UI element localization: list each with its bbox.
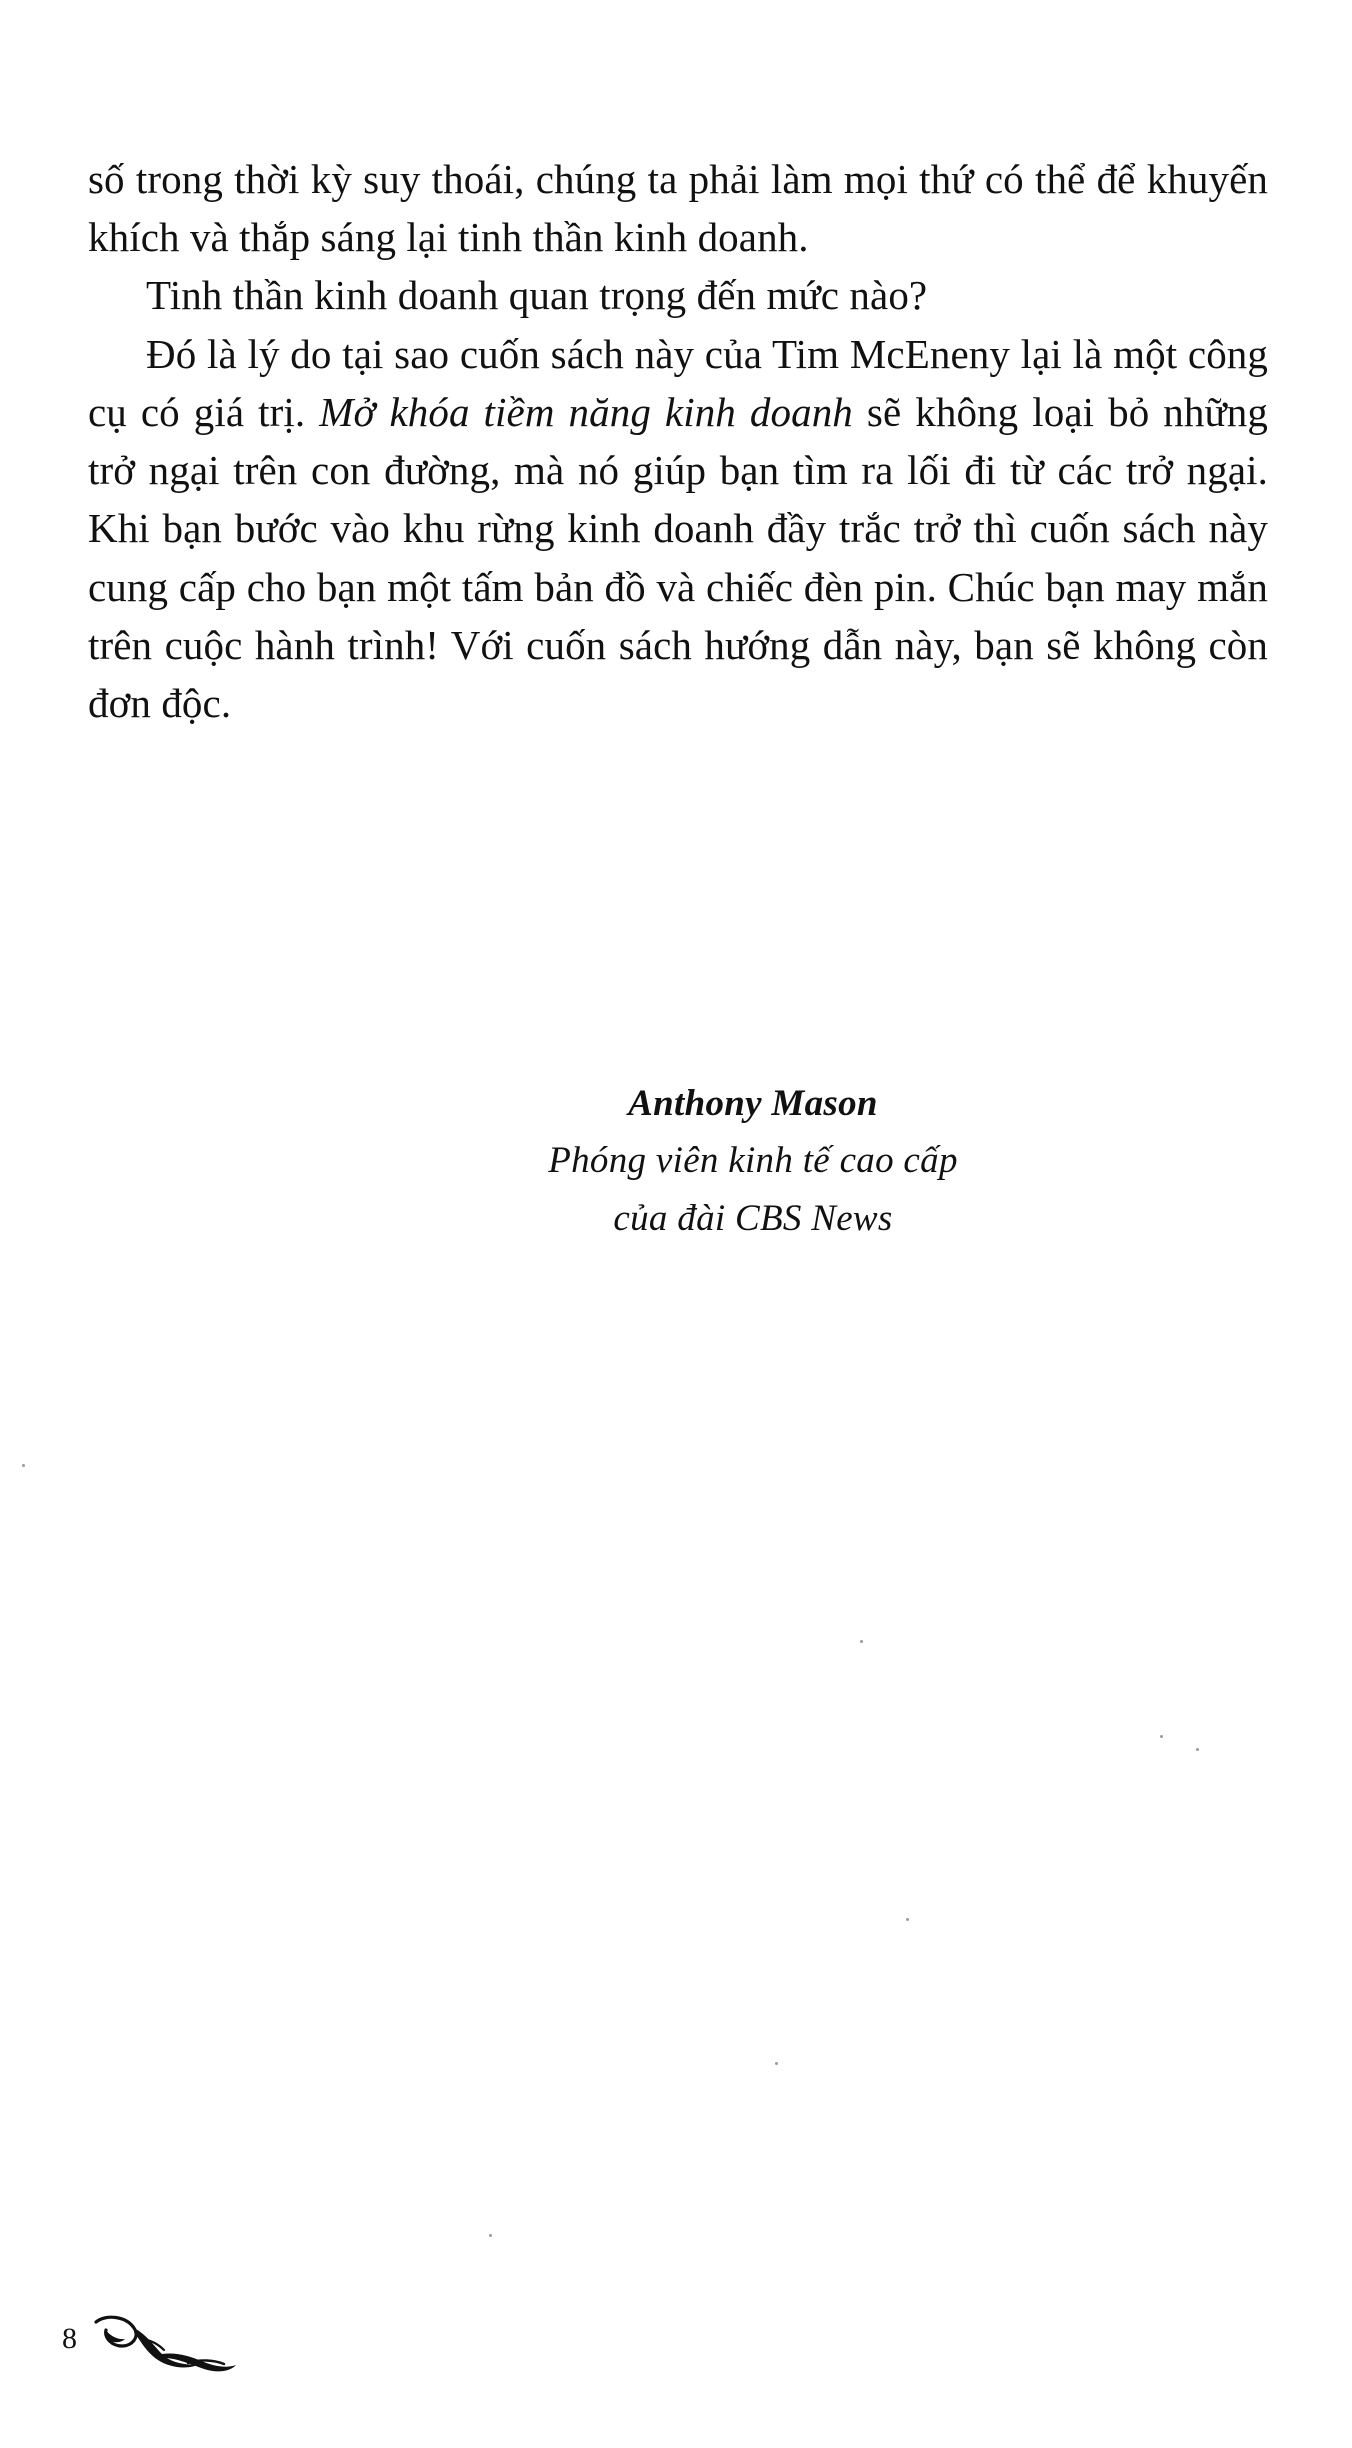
signature-organization: của đài CBS News	[613, 1197, 893, 1239]
page-number: 8	[62, 2322, 77, 2355]
page-footer	[62, 2300, 322, 2380]
paper-speck	[860, 1640, 863, 1643]
paper-speck	[22, 1464, 25, 1467]
signature-inner	[548, 1075, 958, 1247]
paper-speck	[489, 2234, 492, 2237]
paper-speck	[906, 1918, 909, 1921]
signature-name: Anthony Mason	[628, 1083, 878, 1124]
flourish-ornament-icon	[84, 2306, 264, 2376]
book-title-italic: Mở khóa tiềm năng kinh doanh	[319, 388, 853, 435]
paragraph-3-run-1: Đó là lý do tại sao cuốn sách này của Tim McEneny lại là một công cụ có giá trị.	[88, 330, 1268, 435]
paper-speck	[775, 2062, 778, 2065]
paper-speck	[1196, 1748, 1199, 1751]
paragraph-2	[88, 266, 1268, 324]
signature-block	[88, 1075, 1268, 1247]
paragraph-3	[88, 325, 1268, 733]
paragraph-2-text: Tinh thần kinh doanh quan trọng đến mức nào?	[146, 272, 928, 319]
paragraph-3-run-3: sẽ không loại bỏ những trở ngại trên con đường, mà nó giúp bạn tìm ra lối đi từ các trở ngại. Khi bạn bước vào khu rừng kinh doanh đầy trắc trở thì cuốn sách này cung cấp cho bạn một tấm bản đồ và chiếc đèn pin. Chúc bạn may mắn trên cuộc hành trình! Với cuốn sách hướng dẫn này, bạn sẽ không còn đơn độc.	[88, 388, 1269, 726]
paragraph-1-text: số trong thời kỳ suy thoái, chúng ta phải làm mọi thứ có thể để khuyến khích và thắp sáng lại tinh thần kinh doanh.	[88, 156, 1268, 261]
paragraph-1	[88, 150, 1268, 266]
signature-role: Phóng viên kinh tế cao cấp	[548, 1140, 958, 1182]
body-text	[88, 150, 1268, 732]
paper-speck	[1160, 1735, 1163, 1738]
